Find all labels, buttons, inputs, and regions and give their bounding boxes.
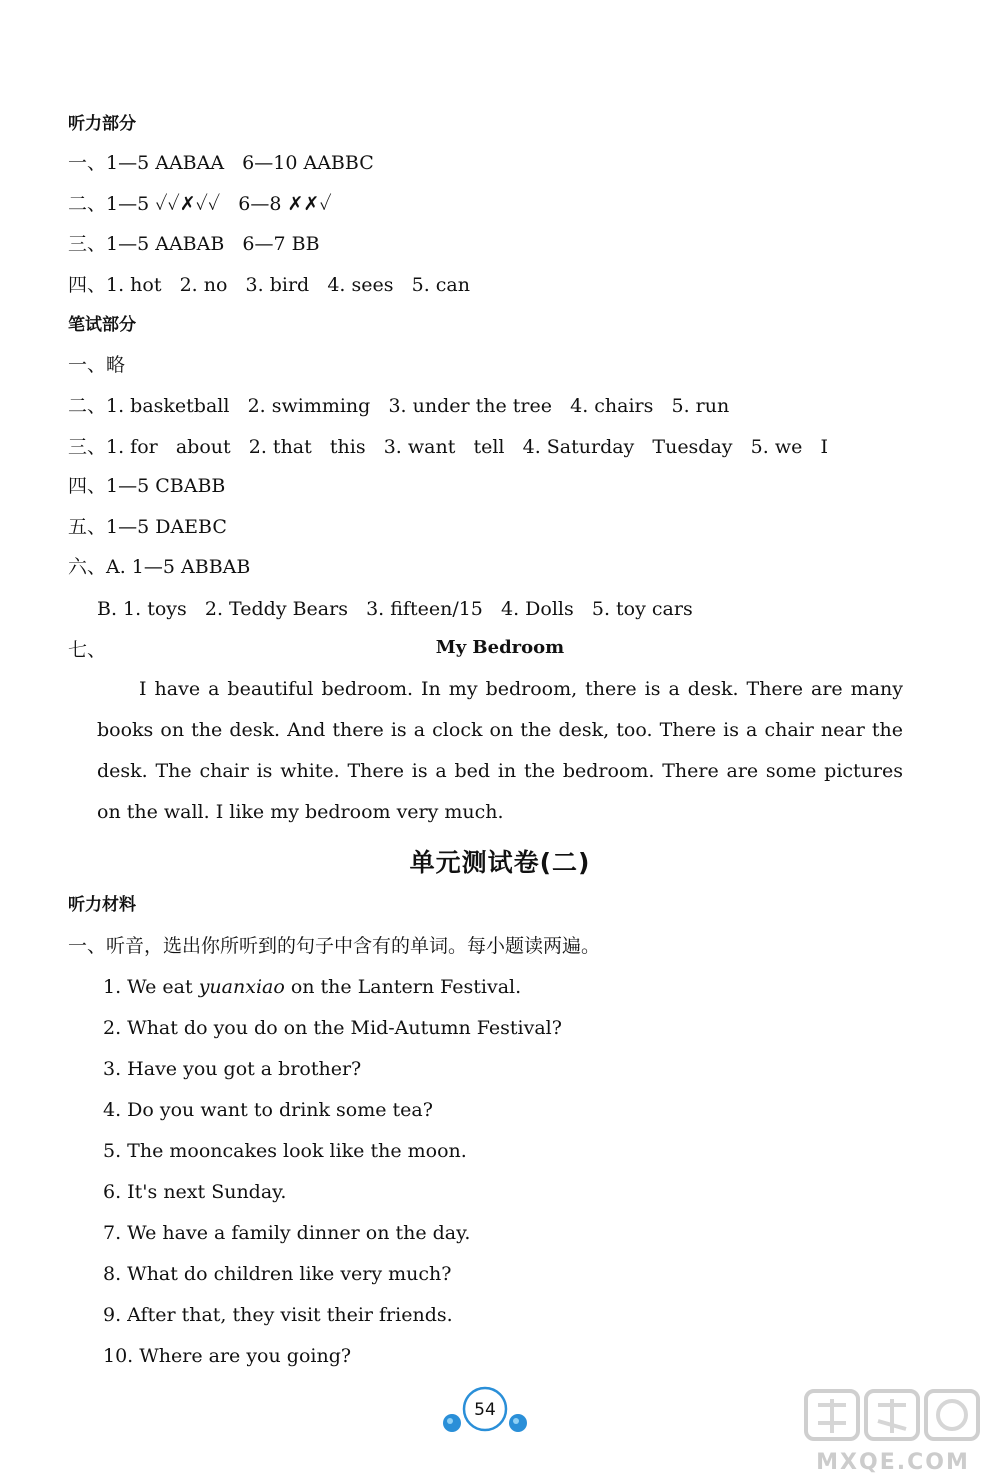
materials-heading: 听力材料 (68, 895, 136, 915)
listening-line-1: 一、1—5 AABAA 6—10 AABBC (68, 152, 374, 174)
item1-post: on the Lantern Festival. (284, 976, 522, 998)
watermark-icon (798, 1383, 988, 1478)
material-item-3: 3. Have you got a brother? (103, 1058, 362, 1080)
unit-title: 单元测试卷(二) (409, 848, 591, 877)
written-line-4: 四、1—5 CBABB (68, 475, 226, 497)
listening-line-3: 三、1—5 AABAB 6—7 BB (68, 233, 320, 255)
written-line-3: 三、1. for about 2. that this 3. want tell 4. Saturday Tuesday 5. we I (68, 436, 828, 458)
listening-heading: 听力部分 (68, 114, 136, 134)
material-item-2: 2. What do you do on the Mid-Autumn Festival? (103, 1017, 562, 1039)
page-number-badge (440, 1385, 530, 1435)
materials-instruction: 一、听音，选出你所听到的句子中含有的单词。每小题读两遍。 (68, 935, 601, 957)
item1-pre: 1. We eat (103, 976, 199, 998)
material-item-5: 5. The mooncakes look like the moon. (103, 1140, 467, 1162)
written-line-2: 二、1. basketball 2. swimming 3. under the tree 4. chairs 5. run (68, 395, 730, 417)
essay-paragraph: I have a beautiful bedroom. In my bedroom, there is a desk. There are many books on the desk. And there is a clock on the desk, too. There is a chair near the desk. The chair is white. There is a bed in the bedroom. There are some pictures on the wall. I like my bedroom very much. (97, 678, 903, 823)
item1-italic: yuanxiao (198, 976, 285, 998)
badge-bubble-right-shine (513, 1418, 519, 1424)
material-item-6: 6. It's next Sunday. (103, 1181, 287, 1203)
written-line-7: B. 1. toys 2. Teddy Bears 3. fifteen/15 4. Dolls 5. toy cars (97, 598, 693, 620)
bubble-icon (440, 1385, 530, 1435)
material-item-4: 4. Do you want to drink some tea? (103, 1099, 433, 1121)
svg-text:MXQE.COM: MXQE.COM (816, 1450, 970, 1475)
material-item-7: 7. We have a family dinner on the day. (103, 1222, 471, 1244)
written-line-1: 一、略 (68, 354, 126, 376)
written-line-6: 六、A. 1—5 ABBAB (68, 556, 251, 578)
listening-line-2: 二、1—5 ✓✓✗✓✓ 6—8 ✗✗✓ (68, 193, 332, 215)
page-number: 54 (474, 1400, 496, 1420)
badge-bubble-left-shine (447, 1418, 453, 1424)
material-item-9: 9. After that, they visit their friends. (103, 1304, 453, 1326)
written-line-5: 五、1—5 DAEBC (68, 516, 227, 538)
listening-line-4: 四、1. hot 2. no 3. bird 4. sees 5. can (68, 274, 470, 296)
written-heading: 笔试部分 (68, 315, 136, 335)
essay-title: My Bedroom (435, 637, 565, 658)
material-item-1 (103, 974, 521, 1000)
material-item-10: 10. Where are you going? (103, 1345, 352, 1367)
seven-label: 七、 (68, 639, 107, 661)
material-item-8: 8. What do children like very much? (103, 1263, 452, 1285)
watermark-logo (798, 1383, 988, 1478)
